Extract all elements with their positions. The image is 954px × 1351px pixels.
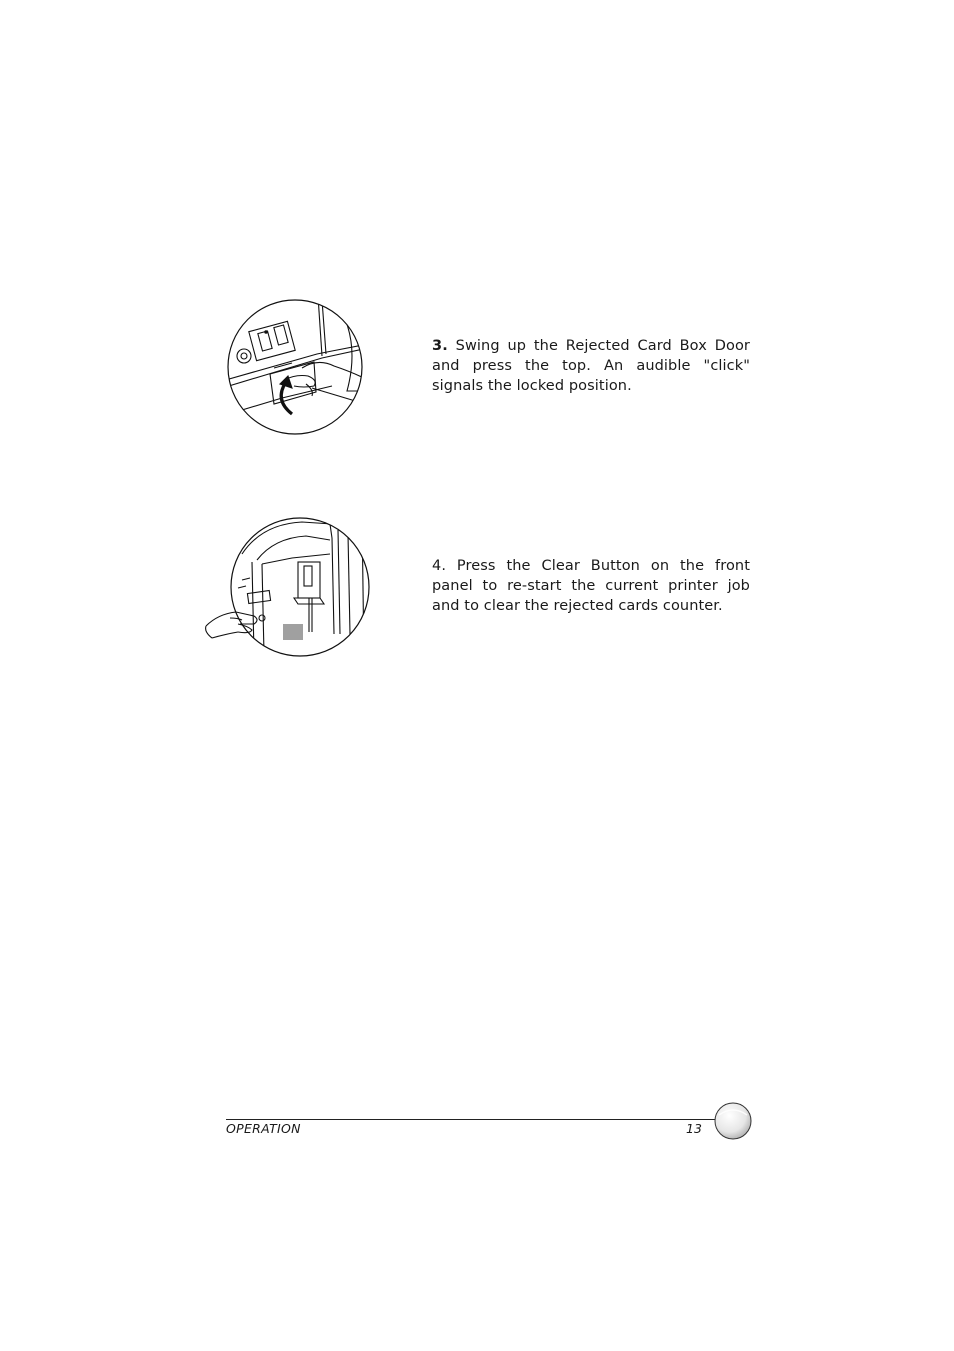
step-3-number: 3. — [432, 338, 448, 354]
printer-rejected-card-door-illustration — [222, 296, 368, 438]
step-3-instruction — [432, 336, 750, 396]
printer-clear-button-illustration — [202, 514, 370, 662]
page-corner-bubble-icon — [713, 1101, 753, 1141]
footer-section-title: OPERATION — [226, 1121, 301, 1136]
step-4-instruction: 4. Press the Clear Button on the front panel to re-start the current printer job and to clear the rejected cards counter. — [432, 558, 750, 614]
step-3-text: Swing up the Rejected Card Box Door and press the top. An audible "click" signals the locked position. — [432, 338, 750, 394]
footer-rule — [226, 1119, 718, 1120]
page-number: 13 — [686, 1121, 702, 1136]
